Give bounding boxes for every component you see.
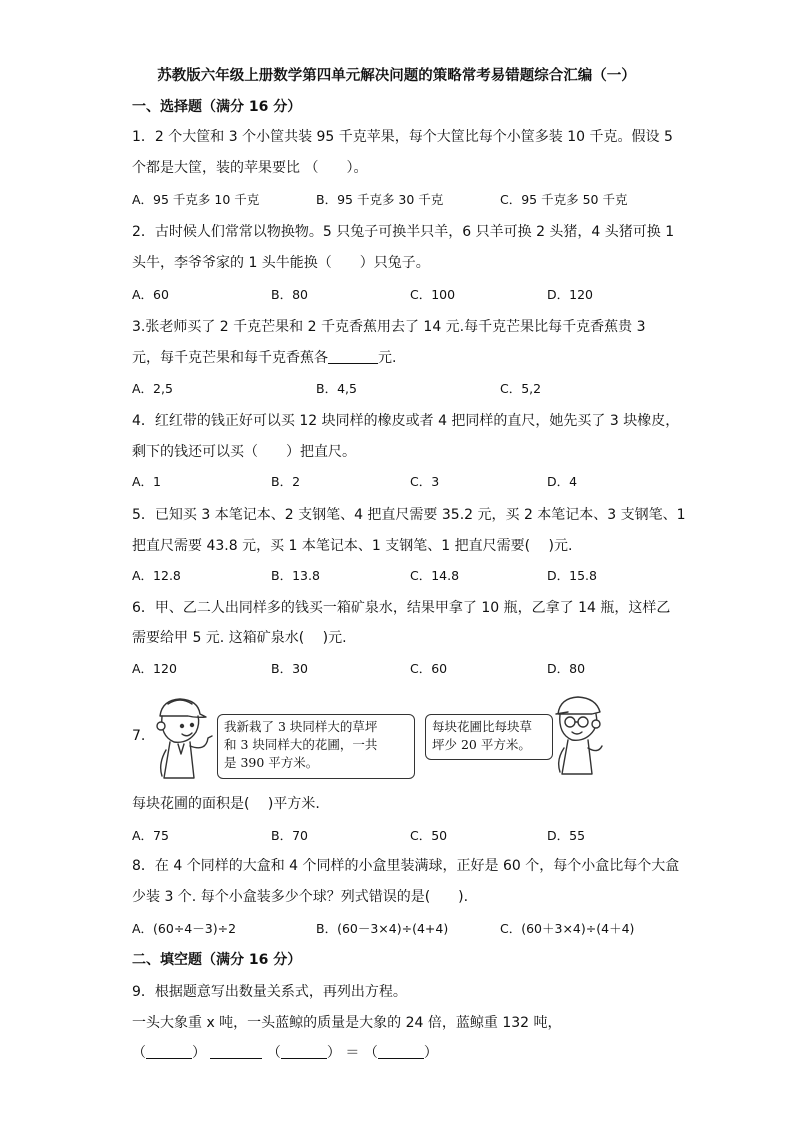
paren-close-1: ）	[192, 1045, 206, 1061]
q5-option-d[interactable]: D．15.8	[547, 568, 597, 583]
q9-equation-row	[132, 1043, 438, 1063]
bubble-left-line1: 我新栽了 3 块同样大的草坪	[224, 719, 378, 734]
q8-option-a[interactable]: A．(60÷4－3)÷2	[132, 921, 237, 936]
q2-text-line1: 2．古时候人们常常以物换物。5 只兔子可换半只羊，6 只羊可换 2 头猪，4 头猪可换 1	[132, 224, 675, 240]
q6-text-line2: 需要给甲 5 元. 这箱矿泉水( )元.	[132, 630, 347, 646]
q4-option-d[interactable]: D．4	[547, 474, 578, 489]
speech-bubble-right	[425, 714, 553, 760]
q6-option-a[interactable]: A．120	[132, 661, 177, 676]
page-title: 苏教版六年级上册数学第四单元解决问题的策略常考易错题综合汇编（一）	[157, 68, 636, 84]
q9-blank-2[interactable]	[281, 1044, 327, 1059]
q7-number: 7.	[132, 728, 146, 744]
q7-question: 每块花圃的面积是( )平方米.	[132, 796, 320, 812]
paren-close-2: ）	[326, 1045, 341, 1061]
q2-option-d[interactable]: D．120	[547, 287, 593, 302]
q2-option-c[interactable]: C．100	[410, 287, 456, 302]
q6-option-b[interactable]: B．30	[271, 661, 308, 676]
bubble-left-line2: 和 3 块同样大的花圃，一共	[224, 737, 378, 752]
q6-text-line1: 6．甲、乙二人出同样多的钱买一箱矿泉水，结果甲拿了 10 瓶，乙拿了 14 瓶，这样乙	[132, 600, 671, 616]
q7-option-a[interactable]: A．75	[132, 828, 169, 843]
paren-open-2: （	[266, 1045, 281, 1061]
q3-answer-blank[interactable]	[328, 349, 378, 364]
q1-option-b[interactable]: B．95 千克多 30 千克	[316, 192, 444, 207]
q3-option-b[interactable]: B．4,5	[316, 381, 357, 396]
q9-operator-blank[interactable]	[210, 1044, 262, 1059]
q9-blank-1[interactable]	[146, 1044, 192, 1059]
q1-option-a[interactable]: A．95 千克多 10 千克	[132, 192, 260, 207]
speech-bubble-left	[217, 714, 415, 779]
q9-text-line2: 一头大象重 x 吨，一头蓝鲸的质量是大象的 24 倍，蓝鲸重 132 吨，	[132, 1015, 562, 1031]
q6-option-c[interactable]: C．60	[410, 661, 448, 676]
q8-text-line1: 8．在 4 个同样的大盒和 4 个同样的小盒里装满球，正好是 60 个，每个小盒比每个大盒	[132, 858, 680, 874]
section-heading-choice: 一、选择题（满分 16 分）	[132, 99, 302, 115]
q5-text-line2: 把直尺需要 43.8 元，买 1 本笔记本、1 支钢笔、1 把直尺需要( )元.	[132, 538, 573, 554]
q8-text-line2: 少装 3 个. 每个小盒装多少个球？列式错误的是( ).	[132, 889, 469, 905]
q1-text-line2: 个都是大筐，装的苹果要比 （ ）。	[132, 160, 368, 176]
q2-option-a[interactable]: A．60	[132, 287, 169, 302]
q5-option-a[interactable]: A．12.8	[132, 568, 181, 583]
q2-option-b[interactable]: B．80	[271, 287, 308, 302]
q7-option-d[interactable]: D．55	[547, 828, 586, 843]
q9-text-line1: 9．根据题意写出数量关系式，再列出方程。	[132, 984, 407, 1000]
q3-text-line1: 3.张老师买了 2 千克芒果和 2 千克香蕉用去了 14 元.每千克芒果比每千克香蕉贵 3	[132, 319, 646, 335]
q8-option-c[interactable]: C．(60＋3×4)÷(4＋4)	[500, 921, 635, 936]
bubble-right-line1: 每块花圃比每块草	[432, 719, 533, 734]
section-heading-fill: 二、填空题（满分 16 分）	[132, 952, 302, 968]
q2-text-line2: 头牛，李爷爷家的 1 头牛能换（ ）只兔子。	[132, 255, 430, 271]
q3-text-line2	[132, 348, 396, 368]
paren-close-3: ）	[423, 1045, 438, 1061]
q4-text-line1: 4．红红带的钱正好可以买 12 块同样的橡皮或者 4 把同样的直尺，她先买了 3 块橡皮，	[132, 413, 680, 429]
q9-blank-3[interactable]	[378, 1044, 424, 1059]
bubble-left-line3: 是 390 平方米。	[224, 755, 319, 770]
q5-text-line1: 5．已知买 3 本笔记本、2 支钢笔、4 把直尺需要 35.2 元，买 2 本笔记本、3 支钢笔、1	[132, 507, 686, 523]
q5-option-b[interactable]: B．13.8	[271, 568, 320, 583]
q8-option-b[interactable]: B．(60－3×4)÷(4+4)	[316, 921, 449, 936]
q5-option-c[interactable]: C．14.8	[410, 568, 460, 583]
q3-text-line2-start: 元，每千克芒果和每千克香蕉各	[132, 350, 328, 366]
boy-with-cap-illustration	[148, 692, 218, 784]
equals-sign: ＝	[345, 1045, 360, 1061]
q4-option-b[interactable]: B．2	[271, 474, 301, 489]
q3-option-c[interactable]: C．5,2	[500, 381, 542, 396]
q7-option-b[interactable]: B．70	[271, 828, 308, 843]
q7-option-c[interactable]: C．50	[410, 828, 448, 843]
paren-open-1: （	[132, 1045, 146, 1061]
q3-option-a[interactable]: A．2,5	[132, 381, 173, 396]
paren-open-3: （	[363, 1045, 378, 1061]
q4-text-line2: 剩下的钱还可以买（ ）把直尺。	[132, 444, 356, 460]
boy-with-glasses-illustration	[548, 692, 610, 776]
q1-text-line1: 1．2 个大筐和 3 个小筐共装 95 千克苹果，每个大筐比每个小筐多装 10 千克。假设 5	[132, 129, 673, 145]
q4-option-a[interactable]: A．1	[132, 474, 162, 489]
q6-option-d[interactable]: D．80	[547, 661, 586, 676]
q1-option-c[interactable]: C．95 千克多 50 千克	[500, 192, 628, 207]
q4-option-c[interactable]: C．3	[410, 474, 440, 489]
bubble-right-line2: 坪少 20 平方米。	[432, 737, 531, 752]
q3-text-line2-end: 元.	[378, 350, 397, 366]
